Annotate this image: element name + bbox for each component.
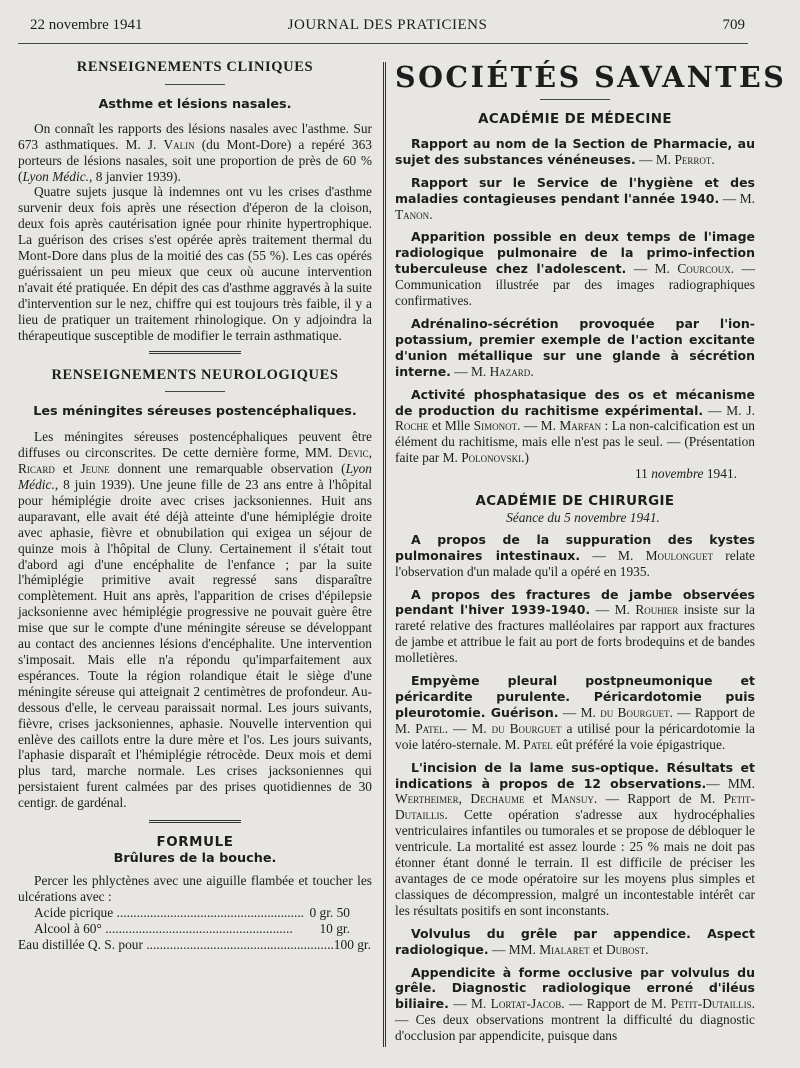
- report-item: A propos de la suppuration des kystes pulmonaires intestinaux. — M. Moulonguet relate l'observation d'un malade qu'il a opéré en 1935.: [395, 531, 755, 579]
- academy-surgery-title: ACADÉMIE DE CHIRURGIE: [475, 494, 675, 510]
- academy-medicine-title: ACADÉMIE DE MÉDECINE: [478, 112, 672, 127]
- author-name: Valin: [163, 136, 195, 152]
- formula-row: Eau distillée Q. S. pour ........................................................ 100 gr.: [18, 936, 371, 952]
- article-title-meningitis: Les méningites séreuses postencéphaliques.: [33, 404, 357, 420]
- report-item: Rapport au nom de la Section de Pharmacie, au sujet des substances vénéneuses. — M. Perrot.: [395, 135, 755, 167]
- report-item: Rapport sur le Service de l'hygiène et des maladies contagieuses pendant l'année 1940. — M. Tanon.: [395, 174, 755, 222]
- section-title-neuro: RENSEIGNEMENTS NEUROLOGIQUES: [51, 366, 339, 383]
- journal-title: JOURNAL DES PRATICIENS: [287, 17, 488, 33]
- report-item: L'incision de la lame sus-optique. Résultats et indications à propos de 12 observations.— MM. Wertheimer, Dechaume et Mansuy. — Rapport de M. Petit-Dutaillis. Cette opération s'adresse aux hydrocéphalies ventriculaires infantiles ou tumorales et se propose de débloquer le ventricule. La mortalité est assez lourde : 25 % mais ne doit pas étonner étant donné le terrain. Il est difficile de préciser les avantages de ce mode opératoire sur les moyens plus simples et classiques de décompression, malgré un incontestable intérêt car les résultats positifs en sont inconstants.: [395, 759, 755, 918]
- header-date: 22 novembre 1941: [30, 17, 143, 33]
- formula-row: Alcool à 60° ........................................................ 10 gr.: [34, 920, 350, 936]
- article-paragraph: Quatre sujets jusque là indemnes ont vu les crises d'asthme survenir deux fois après une résection d'éperon de la cloison, deux fois après cautérisation ignée pour rhinite hypertrophique. La guérison des crises s'est opérée après traitement thermal du Mont-Dore dans plus de la moitié des cas (55 %). Les cas opérés guérissaient un peu mieux que ceux où aucune intervention n'avait été pratiquée. En dépit des cas d'asthme aggravés à la suite d'intervention sur le nez, chiffre qui est toujours très faible, il y a lieu de pratiquer un traitement rhinologique. On y adjoindra la thérapeutique susceptible de modifier le terrain asthmatique.: [18, 184, 372, 343]
- header-rule: [18, 43, 748, 44]
- report-item: Adrénalino-sécrétion provoquée par l'ion-potassium, premier exemple de l'action excitante d'union métallique sur une glande à sécrétion interne. — M. Hazard.: [395, 315, 755, 379]
- section-title-clinical: RENSEIGNEMENTS CLINIQUES: [76, 59, 314, 75]
- right-column: [395, 60, 787, 1044]
- report-item: Appendicite à forme occlusive par volvulus du grêle. Diagnostic radiologique erroné d'iléus biliaire. — M. Lortat-Jacob. — Rapport de M. Petit-Dutaillis. — Ces deux observations montrent la difficulté du diagnostic d'occlusion par appendicite, puisque dans: [395, 964, 755, 1044]
- source-citation: Lyon Médic.: [18, 461, 373, 493]
- report-item: Volvulus du grêle par appendice. Aspect radiologique. — MM. Mialaret et Dubost.: [395, 925, 755, 957]
- author-name: Jeune: [80, 461, 110, 477]
- source-citation: Lyon Médic.: [22, 168, 90, 184]
- formula-intro: Percer les phlyctènes avec une aiguille flambée et toucher les ulcérations avec :: [18, 872, 372, 904]
- formula-row: Acide picrique ........................................................ 0 gr. 50: [34, 904, 350, 920]
- session-subtitle: Séance du 5 novembre 1941.: [506, 509, 660, 525]
- formula-title: FORMULE: [156, 835, 234, 851]
- author-names: Devic, Ricard: [18, 445, 372, 477]
- formula-subtitle: Brûlures de la bouche.: [113, 850, 277, 866]
- article-paragraph: Les méningites séreuses postencéphaliques peuvent être diffuses ou circonscrites. De cette dernière forme, MM. Devic, Ricard et Jeune donnent une remarquable observation (Lyon Médic., 8 juin 1939). Une jeune fille de 23 ans entre à l'hôpital pour hémiplégie droite avec crises jacksoniennes. Huit ans auparavant, elle avait été déjà atteinte d'une hémiplégie droite avec aphasie, fièvre et obnubilation qui exigea un séjour de quinze mois à l'hôpital de Cluny. Certainement il s'était tout d'abord agi d'une encéphalite de l'enfance ; par la suite l'hémiplégie primitive avait regressé sans disparaître complètement. Huit ans après, l'apparition de crises d'épilepsie jacksonienne avec hémiplégie progressive ne pouvait guère être mise que sur le compte d'une méningite séreuse se développant au contact des anciennes lésions d'encéphalite. Une intervention s'imposait. Mais elle n'a répondu qu'imparfaitement aux espérances. Toute la région rolandique était le siège d'une méningite séreuse qui atteignait 2 centimètres de profondeur. Au-dessous d'elle, le cerveau paraissait normal. Les jours suivants, fièvre, crises jacksoniennes, aphasie. Nouvelle intervention qui enlève des caillots entre la dure mère et l'os. Les jours suivants, l'aphasie disparaît et l'hémiplégie rétrocède. Deux mois et demi plus tard, marche normale. Les crises jacksoniennes qui persistaient furent calmées par des prises quotidiennes de 30 centigr. de gardénal.: [18, 429, 373, 811]
- report-item: Activité phosphatasique des os et mécanisme de production du rachitisme expérimental. — M. J. Roche et Mlle Simonot. — M. Marfan : La non-calcification est un élément du rachitisme, mais elle n'est pas le seul. — (Présentation faite par M. Polonovski.): [395, 386, 755, 466]
- left-column: [18, 60, 372, 952]
- article-paragraph: On connaît les rapports des lésions nasales avec l'asthme. Sur 673 asthmatiques. M. J. Valin (du Mont-Dore) a repéré 363 porteurs de lésions nasales, soit une proportion de près de 60 % (Lyon Médic., 8 janvier 1939).: [18, 120, 373, 184]
- page-header: [30, 17, 745, 39]
- formula-list: [18, 905, 372, 953]
- report-item: Apparition possible en deux temps de l'image radiologique pulmonaire de la primo-infection tuberculeuse chez l'adolescent. — M. Courcoux. — Communication illustrée par des images radiographiques confirmatives.: [395, 229, 755, 309]
- societies-title: SOCIÉTÉS SAVANTES: [395, 60, 787, 94]
- report-item: A propos des fractures de jambe observées pendant l'hiver 1939-1940. — M. Rouhier insiste sur la rareté relative des fractures malléolaires par rapport aux fractures de jambe et attribue le fait au port de forts brodequins et de bandes molletières.: [395, 586, 755, 666]
- column-divider: [383, 62, 386, 1047]
- session-date: 11 novembre 1941.: [634, 466, 737, 482]
- article-title-asthma: Asthme et lésions nasales.: [98, 96, 292, 112]
- page-number: 709: [722, 17, 745, 33]
- report-item: Empyème pleural postpneumonique et péricardite purulente. Péricardotomie puis pleurotomie. Guérison. — M. du Bourguet. — Rapport de M. Patel. — M. du Bourguet a utilisé pour la péricardotomie la voie latéro-sternale. M. Patel eût préféré la voie épigastrique.: [395, 673, 755, 752]
